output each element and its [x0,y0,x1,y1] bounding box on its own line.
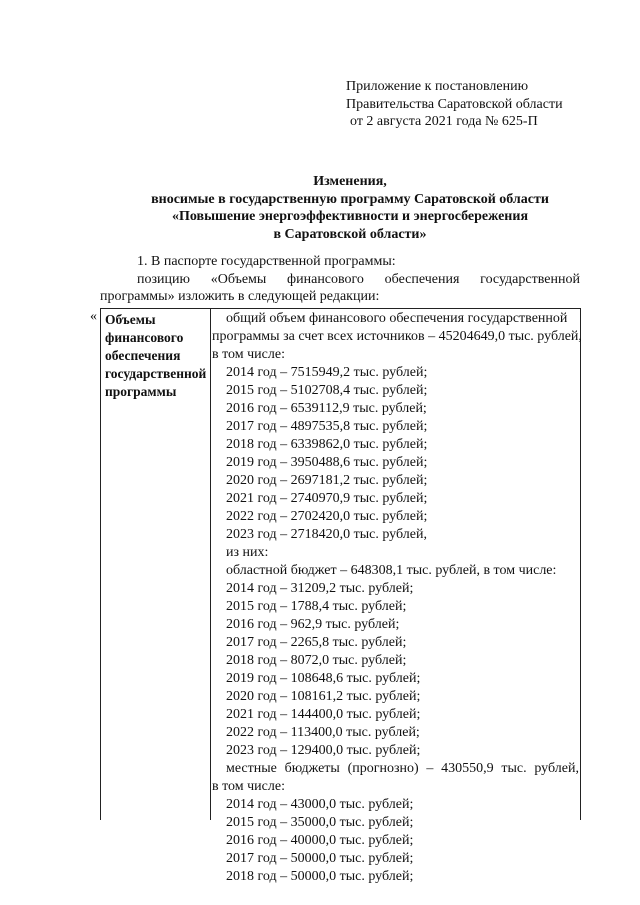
regional-budget-line: областной бюджет – 648308,1 тыс. рублей, в том числе: [226,563,557,578]
year-line: 2020 год – 2697181,2 тыс. рублей; [226,473,428,488]
left-cell-line: обеспечения [105,348,181,363]
appendix-line: Правительства Саратовской области [346,96,563,112]
year-line: 2018 год – 6339862,0 тыс. рублей; [226,437,428,452]
year-line: 2018 год – 8072,0 тыс. рублей; [226,653,407,668]
left-cell-line: программы [105,384,177,399]
year-line: 2021 год – 144400,0 тыс. рублей; [226,707,421,722]
left-cell-line: государственной [105,366,207,381]
year-line: 2015 год – 35000,0 тыс. рублей; [226,815,414,830]
title-line: вносимые в государственную программу Саратовской области [151,191,549,207]
year-line: 2017 год – 4897535,8 тыс. рублей; [226,419,428,434]
year-line: 2016 год – 962,9 тыс. рублей; [226,617,400,632]
total-line: программы за счет всех источников – 45204649,0 тыс. рублей, [212,329,582,344]
year-line: 2014 год – 7515949,2 тыс. рублей; [226,365,428,380]
intro-text [100,253,580,306]
local-word: 430550,9 [441,761,494,776]
intro-word: позицию [137,271,190,287]
local-word: – [426,761,434,776]
year-line: 2016 год – 40000,0 тыс. рублей; [226,833,414,848]
appendix-header [346,78,563,131]
year-line: 2017 год – 50000,0 тыс. рублей; [226,851,414,866]
appendix-line: от 2 августа 2021 года № 625-П [350,114,538,129]
document-title [100,173,600,243]
intro-word: обеспечения [384,271,460,287]
year-line: 2022 год – 2702420,0 тыс. рублей; [226,509,428,524]
opening-quote: « [90,309,97,324]
year-line: 2018 год – 50000,0 тыс. рублей; [226,869,414,884]
appendix-line: Приложение к постановлению [346,79,529,94]
local-word: бюджеты [284,761,340,776]
year-line: 2023 год – 2718420,0 тыс. рублей, [226,527,427,542]
of-them-line: из них: [226,545,269,560]
financing-table [100,308,582,884]
intro-word: «Объемы [210,271,267,287]
title-line: Изменения, [313,174,387,189]
year-line: 2019 год – 3950488,6 тыс. рублей; [226,455,428,470]
local-word: (прогнозно) [347,761,419,776]
year-line: 2022 год – 113400,0 тыс. рублей; [226,725,420,740]
title-line: «Повышение энергоэффективности и энергосбережения [171,209,529,224]
year-line: 2019 год – 108648,6 тыс. рублей; [226,671,421,686]
total-line: в том числе: [212,347,285,362]
year-line: 2016 год – 6539112,9 тыс. рублей; [226,401,427,416]
year-line: 2015 год – 1788,4 тыс. рублей; [226,599,407,614]
title-line: в Саратовской области» [273,226,427,242]
intro-paragraph [100,271,580,289]
intro-word: государственной [480,271,580,287]
left-cell-line: Объемы [105,312,156,327]
local-budget-line [212,760,579,778]
local-word: местные [226,761,277,776]
local-word: тыс. [501,761,527,776]
year-line: 2021 год – 2740970,9 тыс. рублей; [226,491,428,506]
local-word: рублей, [534,761,579,776]
column-divider [210,309,211,820]
intro-paragraph: программы» изложить в следующей редакции: [100,289,380,304]
year-line: 2020 год – 108161,2 тыс. рублей; [226,689,421,704]
table-right-cell [212,310,582,886]
left-cell-line: финансового [105,330,184,345]
intro-word: финансового [287,271,364,287]
year-line: 2017 год – 2265,8 тыс. рублей; [226,635,407,650]
year-line: 2014 год – 43000,0 тыс. рублей; [226,797,414,812]
local-budget-line: в том числе: [212,779,285,794]
table-left-cell [105,311,206,401]
intro-paragraph: 1. В паспорте государственной программы: [137,254,396,269]
year-line: 2023 год – 129400,0 тыс. рублей; [226,743,421,758]
year-line: 2014 год – 31209,2 тыс. рублей; [226,581,414,596]
year-line: 2015 год – 5102708,4 тыс. рублей; [226,383,428,398]
total-line: общий объем финансового обеспечения государственной [226,311,568,326]
